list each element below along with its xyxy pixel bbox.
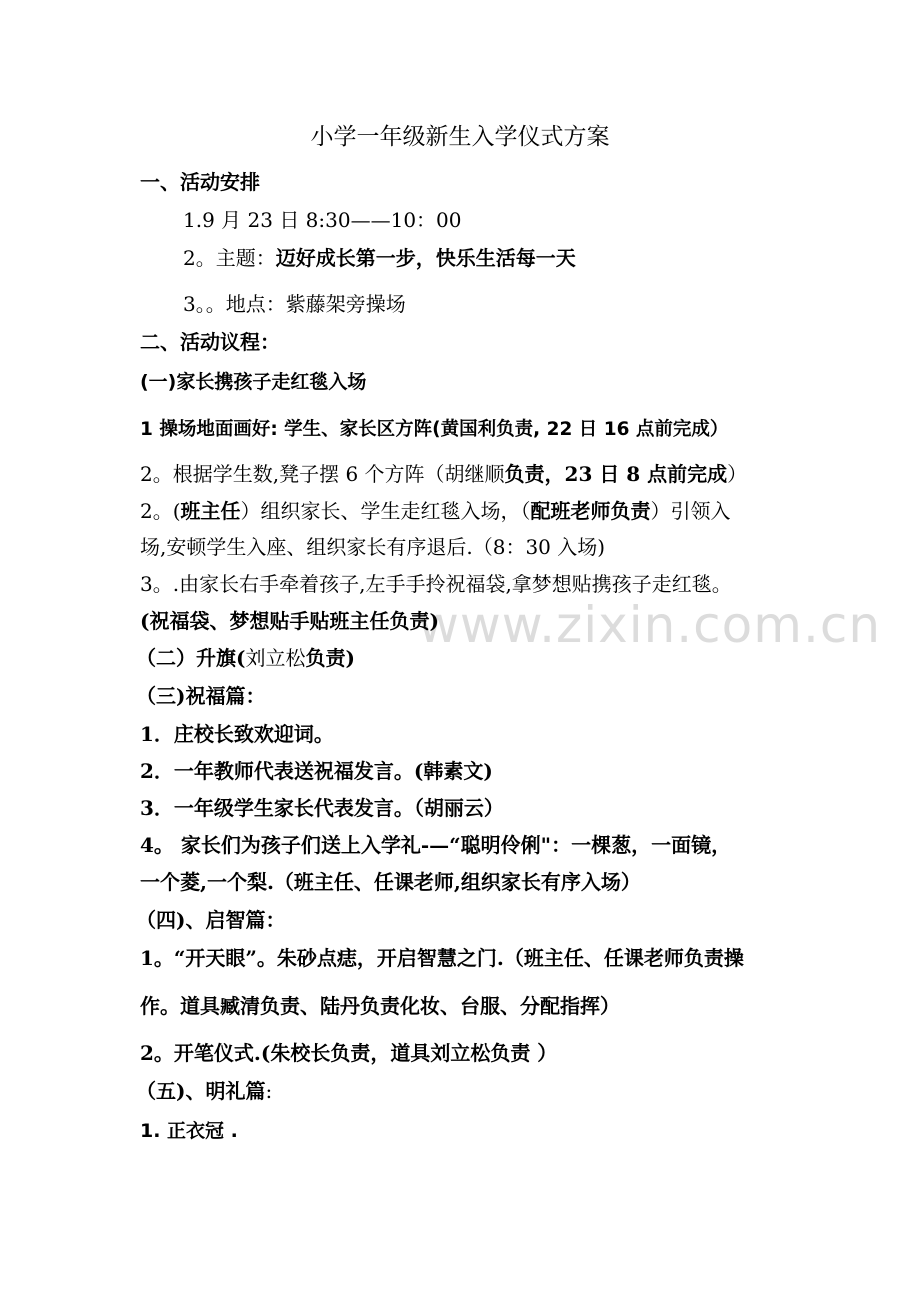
part-1-item-2-bold: 负责，23 日 8 点前完成 bbox=[504, 462, 728, 486]
theme-prefix: 2。主题： bbox=[183, 246, 276, 270]
part-1-item-4-note: (祝福袋、梦想贴手贴班主任负责) bbox=[140, 609, 439, 633]
part-1-item-2-end: ） bbox=[727, 462, 748, 486]
s1-item-2-theme bbox=[183, 244, 790, 272]
part-3-item-4-line-2: 一个菱,一个梨.（班主任、任课老师,组织家长有序入场） bbox=[140, 870, 641, 894]
part-1-item-3-c: ）组织家长、学生走红毯入场，（ bbox=[240, 499, 531, 523]
part-4-item-1-line-2: 作。道具臧清负责、陆丹负责化妆、台服、分配指挥） bbox=[140, 994, 620, 1018]
page-title: 小学一年级新生入学仪式方案 bbox=[310, 124, 610, 150]
part-1-item-3-d: 配班老师负责 bbox=[530, 499, 651, 523]
part-3-item-3: 3．一年级学生家长代表发言。（胡丽云） bbox=[140, 796, 504, 820]
part-4-item-2: 2。开笔仪式.(朱校长负责，道具刘立松负责 ） bbox=[140, 1041, 558, 1065]
part-3-item-1: 1．庄校长致欢迎词。 bbox=[140, 722, 334, 746]
part-5-heading-colon: : bbox=[265, 1079, 273, 1103]
part-3-item-4-line-1: 4。 家长们为孩子们送上入学礼-—“聪明伶俐"：一棵葱，一面镜， bbox=[140, 833, 732, 857]
part-1-item-4: 3。.由家长右手牵着孩子,左手手拎祝福袋,拿梦想贴携孩子走红毯。 bbox=[140, 572, 732, 596]
section-2-heading: 二、活动议程： bbox=[140, 330, 280, 354]
part-1-heading: (一)家长携孩子走红毯入场 bbox=[140, 371, 367, 393]
s1-item-3-location: 3。。地点：紫藤架旁操场 bbox=[183, 292, 406, 316]
part-1-item-2 bbox=[140, 460, 790, 488]
part-1-item-3-a: 2。( bbox=[140, 499, 181, 523]
part-5-heading-text: （五)、明礼篇 bbox=[136, 1079, 266, 1103]
part-5-item-1: 1. 正衣冠 . bbox=[140, 1120, 238, 1142]
part-3-item-2: 2．一年教师代表送祝福发言。(韩素文) bbox=[140, 759, 493, 783]
section-1-heading: 一、活动安排 bbox=[140, 170, 260, 194]
part-1-item-2-text: 2。根据学生数,凳子摆 6 个方阵（胡继顺 bbox=[140, 462, 505, 486]
part-4-heading: （四)、启智篇： bbox=[136, 908, 286, 932]
part-1-item-1: 1 操场地面画好: 学生、家长区方阵(黄国利负责, 22 日 16 点前完成） bbox=[140, 419, 729, 440]
part-1-item-3-b: 班主任 bbox=[180, 499, 241, 523]
theme-text: 迈好成长第一步，快乐生活每一天 bbox=[275, 246, 576, 270]
part-2-heading bbox=[136, 644, 790, 672]
part-1-item-3-e: ）引领入 bbox=[650, 499, 731, 523]
part-4-item-1-line-1: 1。“开天眼”。朱砂点痣，开启智慧之门.（班主任、任课老师负责操 bbox=[140, 946, 744, 970]
part-1-item-3 bbox=[140, 497, 790, 525]
watermark: www.zixin.com.cn bbox=[418, 596, 882, 654]
part-2-b: 刘立松 bbox=[245, 646, 306, 670]
s1-item-1-time: 1.9 月 23 日 8:30——10：00 bbox=[183, 208, 462, 232]
part-5-heading bbox=[136, 1077, 790, 1105]
part-3-heading: （三)祝福篇： bbox=[136, 684, 266, 708]
part-1-item-3-line-2: 场,安顿学生入座、组织家长有序退后.（8：30 入场) bbox=[140, 535, 606, 559]
part-2-c: 负责) bbox=[305, 646, 355, 670]
part-2-a: （二）升旗( bbox=[136, 646, 246, 670]
